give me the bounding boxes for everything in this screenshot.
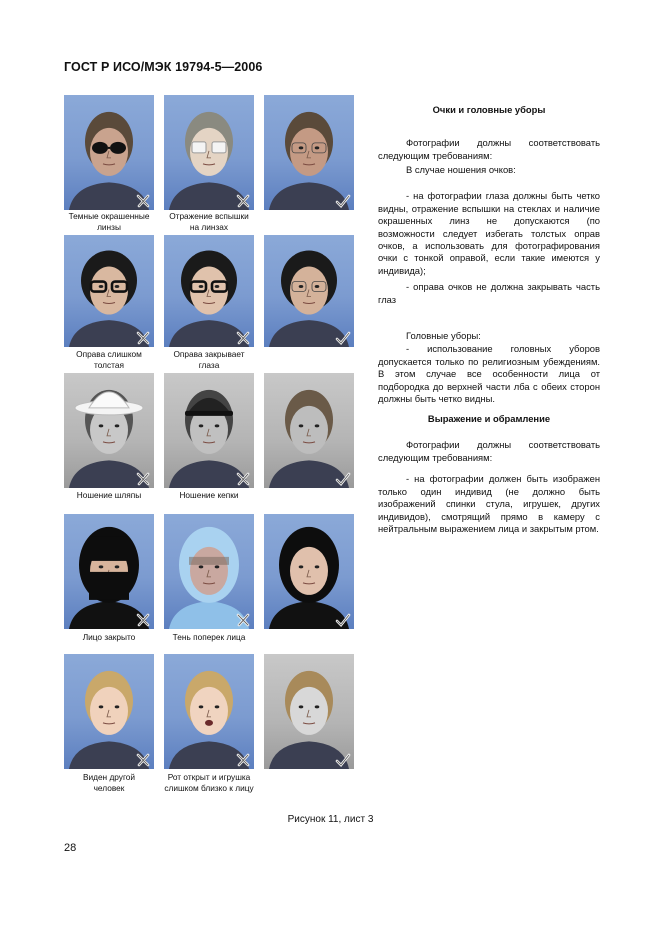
caption-frame-thick: Оправа слишком толстая [76, 349, 142, 370]
caption-dark-lenses: Темные окрашенные линзы [68, 211, 150, 232]
caption-cap: Ношение кепки [179, 490, 239, 500]
figure-caption: Рисунок 11, лист 3 [287, 814, 374, 825]
document-header: ГОСТ Р ИСО/МЭК 19794-5—2006 [64, 60, 263, 74]
photo-glasses-correct [264, 95, 354, 210]
photo-dark-tinted-lenses [64, 95, 154, 210]
paragraph-glasses-rules: - на фотографии глаза должны быть четко видны, отражение вспышки на стеклах и наличие окрашенных линз не допускаются (по возможности следует избегать толстых оправ очков, а использовать для фотографирования очки с тонкой оправой, если такие имеются у индивида); [378, 190, 600, 276]
photo-frame-covers-eyes [164, 235, 254, 347]
check-icon [335, 612, 351, 628]
heading-glasses-headwear: Очки и головные уборы [432, 104, 546, 116]
cross-icon [135, 752, 151, 768]
photo-frame-correct [264, 235, 354, 347]
check-icon [335, 330, 351, 346]
photo-other-person-visible [64, 654, 154, 769]
paragraph-requirements-2: Фотографии должны соответствовать следующим требованиям: [378, 439, 600, 463]
caption-mouth-open: Рот открыт и игрушка слишком близко к лицу [164, 772, 254, 793]
photo-veil-correct [264, 514, 354, 629]
caption-shadow: Тень поперек лица [172, 632, 246, 642]
cross-icon [135, 193, 151, 209]
caption-frame-covers: Оправа закрывает глаза [173, 349, 245, 370]
paragraph-requirements-1: Фотографии должны соответствовать следующим требованиям: [378, 137, 600, 161]
photo-mouth-open-toy [164, 654, 254, 769]
photo-face-covered [64, 514, 154, 629]
cross-icon [135, 471, 151, 487]
caption-face-covered: Лицо закрыто [82, 632, 136, 642]
paragraph-expression-rules: - на фотографии должен быть изображен только один индивид (не должно быть изображений спинки стула, игрушек, других индивидов), смотрящий прямо в камеру с нейтральным выражением лица и закрытым ртом. [378, 473, 600, 535]
cross-icon [235, 612, 251, 628]
photo-flash-reflection [164, 95, 254, 210]
caption-hat: Ношение шляпы [76, 490, 142, 500]
heading-expression-framing: Выражение и обрамление [427, 413, 551, 425]
paragraph-frame-rule: - оправа очков не должна закрывать часть глаз [378, 281, 600, 305]
check-icon [335, 471, 351, 487]
paragraph-headwear-rules: - использование головных уборов допускается только по религиозным убеждениям. В этом случае все особенности лица от подбородка до верхней части лба с обеих сторон должны быть четко видны. [378, 343, 600, 405]
photo-wearing-cap [164, 373, 254, 488]
page-number: 28 [64, 842, 77, 854]
cross-icon [235, 752, 251, 768]
photo-frame-too-thick [64, 235, 154, 347]
cross-icon [135, 330, 151, 346]
photo-child-correct [264, 654, 354, 769]
check-icon [335, 193, 351, 209]
check-icon [335, 752, 351, 768]
caption-other-person: Виден другой человек [82, 772, 136, 793]
cross-icon [235, 471, 251, 487]
paragraph-glasses-case: В случае ношения очков: [406, 164, 516, 176]
caption-flash-reflection: Отражение вспышки на линзах [169, 211, 249, 232]
photo-shadow-across-face [164, 514, 254, 629]
cross-icon [235, 330, 251, 346]
paragraph-headwear-title: Головные уборы: [406, 330, 481, 342]
cross-icon [135, 612, 151, 628]
photo-wearing-hat [64, 373, 154, 488]
photo-headwear-correct [264, 373, 354, 488]
cross-icon [235, 193, 251, 209]
